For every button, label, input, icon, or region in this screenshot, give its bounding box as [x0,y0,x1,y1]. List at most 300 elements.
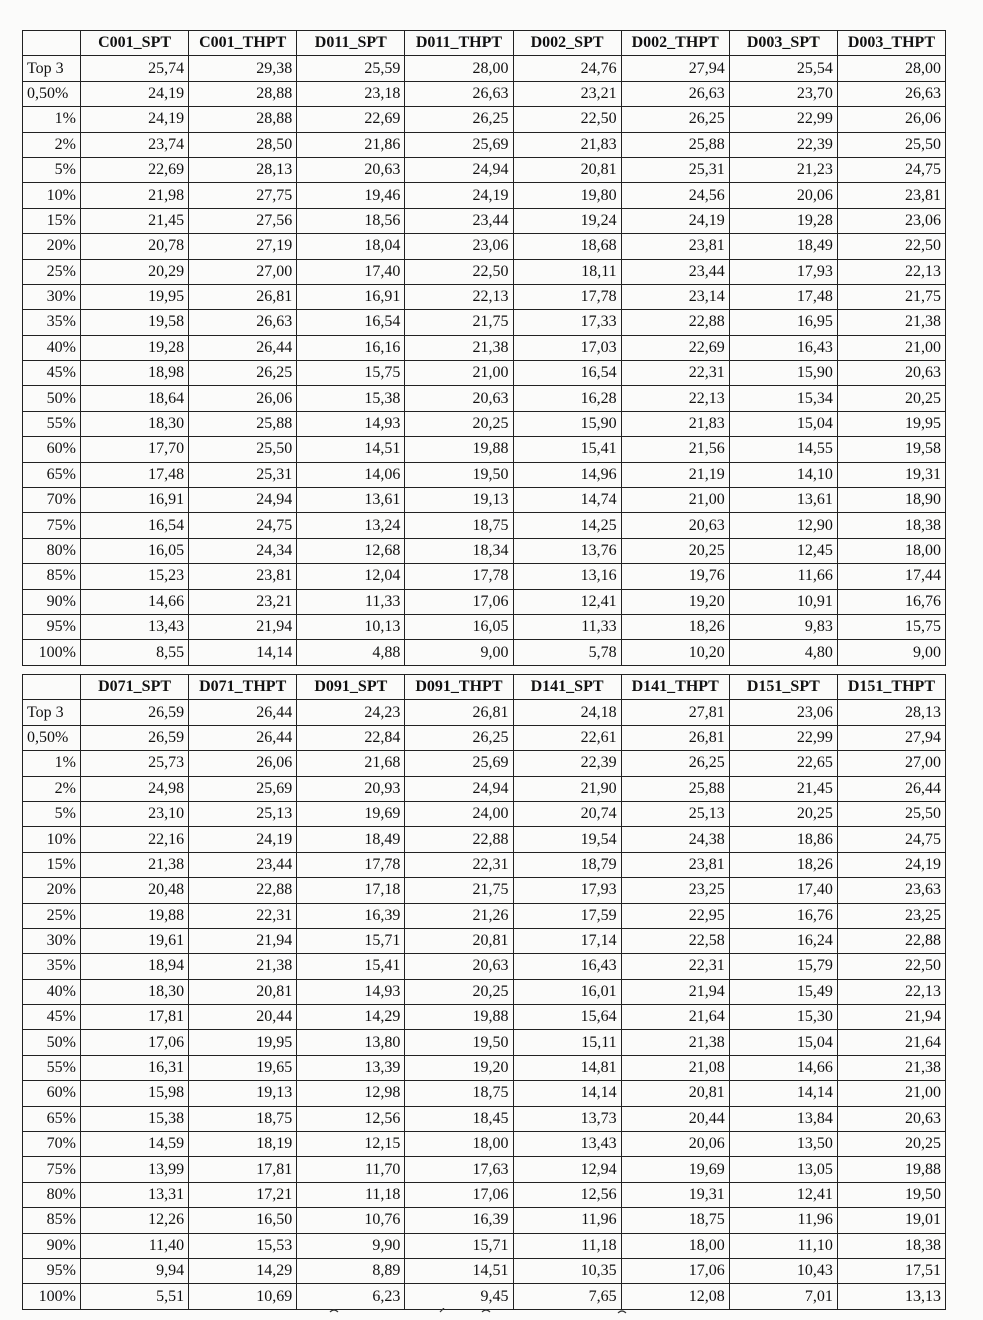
table-row [23,132,946,157]
table-cell: 23,44 [189,852,297,877]
table-cell: 14,14 [189,640,297,665]
score-table-top [22,30,946,666]
table-cell: 23,06 [405,234,513,259]
column-header: D071_THPT [189,675,297,700]
table-cell: 22,61 [513,725,621,750]
table-cell: 21,38 [405,335,513,360]
header-corner-cell [23,675,81,700]
table-cell: 19,24 [513,208,621,233]
table-cell: 10,91 [729,589,837,614]
table-cell: 24,94 [405,776,513,801]
table-cell: 17,70 [81,437,189,462]
table-cell: 25,88 [621,132,729,157]
table-cell: 24,75 [189,513,297,538]
table-cell: 22,95 [621,903,729,928]
table-cell: 13,99 [81,1157,189,1182]
table-cell: 22,84 [297,725,405,750]
column-header: D011_SPT [297,31,405,56]
table-cell: 22,13 [837,979,945,1004]
table-cell: 9,45 [405,1284,513,1309]
table-cell: 18,30 [81,411,189,436]
table-cell: 11,33 [513,614,621,639]
table-row [23,513,946,538]
table-cell: 18,94 [81,954,189,979]
table-cell: 16,54 [81,513,189,538]
row-label: 50% [23,386,81,411]
table-cell: 18,56 [297,208,405,233]
row-label: 20% [23,234,81,259]
row-label: 55% [23,1055,81,1080]
table-cell: 23,06 [837,208,945,233]
table-cell: 25,50 [837,801,945,826]
table-cell: 24,38 [621,827,729,852]
table-cell: 19,69 [297,801,405,826]
table-cell: 23,25 [837,903,945,928]
table-cell: 17,78 [405,564,513,589]
table-row [23,488,946,513]
table-cell: 20,06 [729,183,837,208]
table-cell: 15,30 [729,1005,837,1030]
table-row [23,979,946,1004]
row-label: 30% [23,928,81,953]
table-cell: 18,00 [837,538,945,563]
table-cell: 26,44 [837,776,945,801]
table-cell: 17,48 [729,284,837,309]
row-label: 60% [23,1081,81,1106]
table-row [23,1055,946,1080]
table-cell: 19,46 [297,183,405,208]
table-cell: 18,00 [621,1233,729,1258]
table-row [23,1081,946,1106]
table-row [23,903,946,928]
table-cell: 14,93 [297,411,405,436]
row-label: 90% [23,1233,81,1258]
table-cell: 14,10 [729,462,837,487]
table-cell: 27,00 [189,259,297,284]
table-row [23,259,946,284]
table-cell: 13,39 [297,1055,405,1080]
row-label: 45% [23,1005,81,1030]
column-header: D002_THPT [621,31,729,56]
table-cell: 20,48 [81,878,189,903]
row-label: 70% [23,1132,81,1157]
table-cell: 11,66 [729,564,837,589]
column-header: D151_THPT [837,675,945,700]
table-cell: 22,50 [405,259,513,284]
table-cell: 24,19 [405,183,513,208]
table-cell: 16,05 [81,538,189,563]
table-cell: 22,99 [729,725,837,750]
table-row [23,157,946,182]
table-cell: 19,76 [621,564,729,589]
table-cell: 22,88 [405,827,513,852]
table-cell: 19,58 [81,310,189,335]
table-cell: 8,55 [81,640,189,665]
table-cell: 24,94 [189,488,297,513]
table-cell: 18,34 [405,538,513,563]
table-row [23,1106,946,1131]
table-cell: 23,81 [621,852,729,877]
row-label: 60% [23,437,81,462]
table-cell: 19,88 [405,437,513,462]
table-cell: 12,56 [297,1106,405,1131]
table-cell: 18,26 [729,852,837,877]
row-label: 80% [23,538,81,563]
table-cell: 26,06 [189,386,297,411]
table-header [23,31,946,56]
table-cell: 21,08 [621,1055,729,1080]
cropped-text-fragment [300,1308,700,1320]
table-cell: 17,44 [837,564,945,589]
table-cell: 21,56 [621,437,729,462]
table-cell: 21,00 [405,361,513,386]
table-cell: 20,81 [405,928,513,953]
table-cell: 15,41 [513,437,621,462]
table-cell: 20,81 [513,157,621,182]
table-cell: 20,44 [189,1005,297,1030]
table-cell: 17,33 [513,310,621,335]
table-cell: 23,81 [189,564,297,589]
table-cell: 14,59 [81,1132,189,1157]
table-cell: 8,89 [297,1258,405,1283]
table-cell: 25,88 [621,776,729,801]
table-header [23,675,946,700]
row-label: 80% [23,1182,81,1207]
table-cell: 22,31 [621,954,729,979]
row-label: 100% [23,1284,81,1309]
table-cell: 21,83 [513,132,621,157]
table-cell: 19,13 [405,488,513,513]
table-cell: 17,48 [81,462,189,487]
table-cell: 25,50 [189,437,297,462]
table-cell: 20,63 [837,361,945,386]
table-cell: 27,56 [189,208,297,233]
table-row [23,1132,946,1157]
table-cell: 22,50 [837,234,945,259]
table-cell: 10,43 [729,1258,837,1283]
row-label: Top 3 [23,56,81,81]
table-cell: 21,26 [405,903,513,928]
table-cell: 18,04 [297,234,405,259]
table-cell: 20,78 [81,234,189,259]
table-body [23,56,946,665]
table-cell: 23,14 [621,284,729,309]
table-cell: 12,98 [297,1081,405,1106]
table-cell: 6,23 [297,1284,405,1309]
header-corner-cell [23,31,81,56]
table-cell: 18,49 [729,234,837,259]
column-header: D091_THPT [405,675,513,700]
table-cell: 15,75 [297,361,405,386]
table-cell: 19,50 [405,462,513,487]
table-cell: 17,18 [297,878,405,903]
table-row [23,852,946,877]
table-cell: 26,81 [621,725,729,750]
table-cell: 27,94 [621,56,729,81]
table-cell: 17,40 [729,878,837,903]
row-label: 95% [23,614,81,639]
column-header: D003_SPT [729,31,837,56]
table-cell: 26,81 [189,284,297,309]
table-cell: 28,88 [189,81,297,106]
table-row [23,928,946,953]
table-cell: 26,59 [81,700,189,725]
table-cell: 15,79 [729,954,837,979]
table-cell: 27,00 [837,751,945,776]
row-label: Top 3 [23,700,81,725]
table-cell: 25,69 [189,776,297,801]
table-cell: 21,45 [81,208,189,233]
row-label: 45% [23,361,81,386]
table-cell: 14,93 [297,979,405,1004]
table-cell: 22,50 [513,107,621,132]
table-cell: 17,78 [297,852,405,877]
table-cell: 15,38 [297,386,405,411]
table-cell: 22,88 [837,928,945,953]
table-row [23,361,946,386]
table-cell: 20,63 [405,954,513,979]
table-row [23,462,946,487]
table-cell: 16,39 [405,1208,513,1233]
table-cell: 21,19 [621,462,729,487]
table-cell: 24,56 [621,183,729,208]
table-cell: 15,11 [513,1030,621,1055]
table-cell: 22,39 [729,132,837,157]
table-cell: 14,51 [297,437,405,462]
table-cell: 19,50 [405,1030,513,1055]
table-cell: 25,31 [189,462,297,487]
table-cell: 22,65 [729,751,837,776]
table-cell: 9,00 [837,640,945,665]
table-cell: 16,01 [513,979,621,1004]
table-cell: 19,95 [81,284,189,309]
table-cell: 13,61 [729,488,837,513]
table-cell: 27,94 [837,725,945,750]
header-row [23,31,946,56]
table-cell: 26,44 [189,335,297,360]
table-cell: 13,76 [513,538,621,563]
table-cell: 15,71 [297,928,405,953]
table-cell: 15,49 [729,979,837,1004]
row-label: 5% [23,801,81,826]
table-cell: 24,23 [297,700,405,725]
column-header: C001_THPT [189,31,297,56]
table-row [23,954,946,979]
table-cell: 26,44 [189,725,297,750]
table-cell: 9,00 [405,640,513,665]
table-cell: 15,64 [513,1005,621,1030]
table-cell: 22,69 [621,335,729,360]
table-cell: 12,68 [297,538,405,563]
table-cell: 15,04 [729,411,837,436]
table-row [23,81,946,106]
row-label: 65% [23,1106,81,1131]
table-cell: 4,80 [729,640,837,665]
table-cell: 21,00 [621,488,729,513]
row-label: 75% [23,1157,81,1182]
table-cell: 20,63 [297,157,405,182]
table-cell: 24,19 [837,852,945,877]
row-label: 85% [23,1208,81,1233]
table-row [23,437,946,462]
table-cell: 19,80 [513,183,621,208]
row-label: 0,50% [23,725,81,750]
table-cell: 19,50 [837,1182,945,1207]
table-cell: 18,11 [513,259,621,284]
table-cell: 19,88 [81,903,189,928]
table-cell: 18,90 [837,488,945,513]
table-cell: 19,31 [621,1182,729,1207]
column-header: D151_SPT [729,675,837,700]
table-cell: 22,88 [621,310,729,335]
table-cell: 26,25 [405,725,513,750]
table-cell: 22,31 [621,361,729,386]
table-cell: 21,98 [81,183,189,208]
table-cell: 25,54 [729,56,837,81]
table-cell: 13,13 [837,1284,945,1309]
table-cell: 26,06 [189,751,297,776]
table-cell: 26,25 [621,107,729,132]
table-cell: 17,63 [405,1157,513,1182]
table-cell: 17,14 [513,928,621,953]
table-cell: 5,78 [513,640,621,665]
table-row [23,335,946,360]
table-cell: 18,19 [189,1132,297,1157]
row-label: 100% [23,640,81,665]
table-cell: 22,99 [729,107,837,132]
table-cell: 22,13 [837,259,945,284]
table-cell: 18,98 [81,361,189,386]
table-cell: 17,06 [405,1182,513,1207]
table-cell: 17,06 [405,589,513,614]
table-cell: 24,94 [405,157,513,182]
table-cell: 26,06 [837,107,945,132]
table-cell: 7,01 [729,1284,837,1309]
table-cell: 11,18 [513,1233,621,1258]
table-cell: 11,96 [513,1208,621,1233]
table-cell: 13,24 [297,513,405,538]
row-label: 30% [23,284,81,309]
table-cell: 9,94 [81,1258,189,1283]
table-cell: 19,95 [837,411,945,436]
table-cell: 21,00 [837,1081,945,1106]
column-header: D141_THPT [621,675,729,700]
table-cell: 25,13 [621,801,729,826]
table-cell: 16,54 [297,310,405,335]
table-cell: 20,29 [81,259,189,284]
table-cell: 24,19 [81,107,189,132]
table-cell: 24,76 [513,56,621,81]
table-row [23,56,946,81]
table-cell: 19,20 [405,1055,513,1080]
table-cell: 21,64 [837,1030,945,1055]
table-cell: 17,06 [621,1258,729,1283]
table-cell: 25,13 [189,801,297,826]
table-row [23,411,946,436]
table-cell: 14,66 [81,589,189,614]
table-cell: 19,01 [837,1208,945,1233]
table-cell: 17,21 [189,1182,297,1207]
table-cell: 22,69 [81,157,189,182]
table-cell: 17,81 [189,1157,297,1182]
table-cell: 19,69 [621,1157,729,1182]
table-cell: 25,69 [405,751,513,776]
table-cell: 19,13 [189,1081,297,1106]
table-cell: 21,94 [837,1005,945,1030]
table-cell: 16,16 [297,335,405,360]
table-cell: 21,75 [837,284,945,309]
table-cell: 19,58 [837,437,945,462]
table-cell: 21,23 [729,157,837,182]
table-cell: 13,43 [81,614,189,639]
table-cell: 17,78 [513,284,621,309]
table-cell: 4,88 [297,640,405,665]
column-header: D091_SPT [297,675,405,700]
table-cell: 21,90 [513,776,621,801]
table-cell: 20,25 [837,386,945,411]
table-cell: 21,75 [405,878,513,903]
table-cell: 25,59 [297,56,405,81]
table-cell: 15,71 [405,1233,513,1258]
table-cell: 10,35 [513,1258,621,1283]
table-cell: 16,43 [729,335,837,360]
table-cell: 16,31 [81,1055,189,1080]
table-cell: 20,81 [621,1081,729,1106]
table-cell: 20,25 [405,979,513,1004]
table-cell: 23,21 [189,589,297,614]
score-table-bottom [22,674,946,1310]
table-cell: 15,34 [729,386,837,411]
table-cell: 25,31 [621,157,729,182]
table-cell: 15,98 [81,1081,189,1106]
table-cell: 28,88 [189,107,297,132]
table-row [23,386,946,411]
row-label: 50% [23,1030,81,1055]
table-cell: 18,26 [621,614,729,639]
table-cell: 18,68 [513,234,621,259]
table-row [23,208,946,233]
table-cell: 18,38 [837,513,945,538]
table-cell: 22,69 [297,107,405,132]
table-cell: 18,75 [621,1208,729,1233]
table-cell: 18,64 [81,386,189,411]
table-cell: 19,31 [837,462,945,487]
table-cell: 14,06 [297,462,405,487]
row-label: 25% [23,903,81,928]
row-label: 0,50% [23,81,81,106]
table-cell: 16,28 [513,386,621,411]
table-cell: 16,24 [729,928,837,953]
table-cell: 15,75 [837,614,945,639]
table-cell: 23,63 [837,878,945,903]
column-header: D071_SPT [81,675,189,700]
table-cell: 21,38 [81,852,189,877]
table-row [23,1208,946,1233]
table-cell: 26,25 [621,751,729,776]
table-row [23,801,946,826]
table-cell: 11,33 [297,589,405,614]
column-header: C001_SPT [81,31,189,56]
row-label: 10% [23,183,81,208]
table-cell: 15,04 [729,1030,837,1055]
table-cell: 21,94 [621,979,729,1004]
table-cell: 12,90 [729,513,837,538]
table-cell: 24,00 [405,801,513,826]
table-cell: 21,94 [189,928,297,953]
table-row [23,878,946,903]
table-cell: 16,95 [729,310,837,335]
table-cell: 14,29 [297,1005,405,1030]
